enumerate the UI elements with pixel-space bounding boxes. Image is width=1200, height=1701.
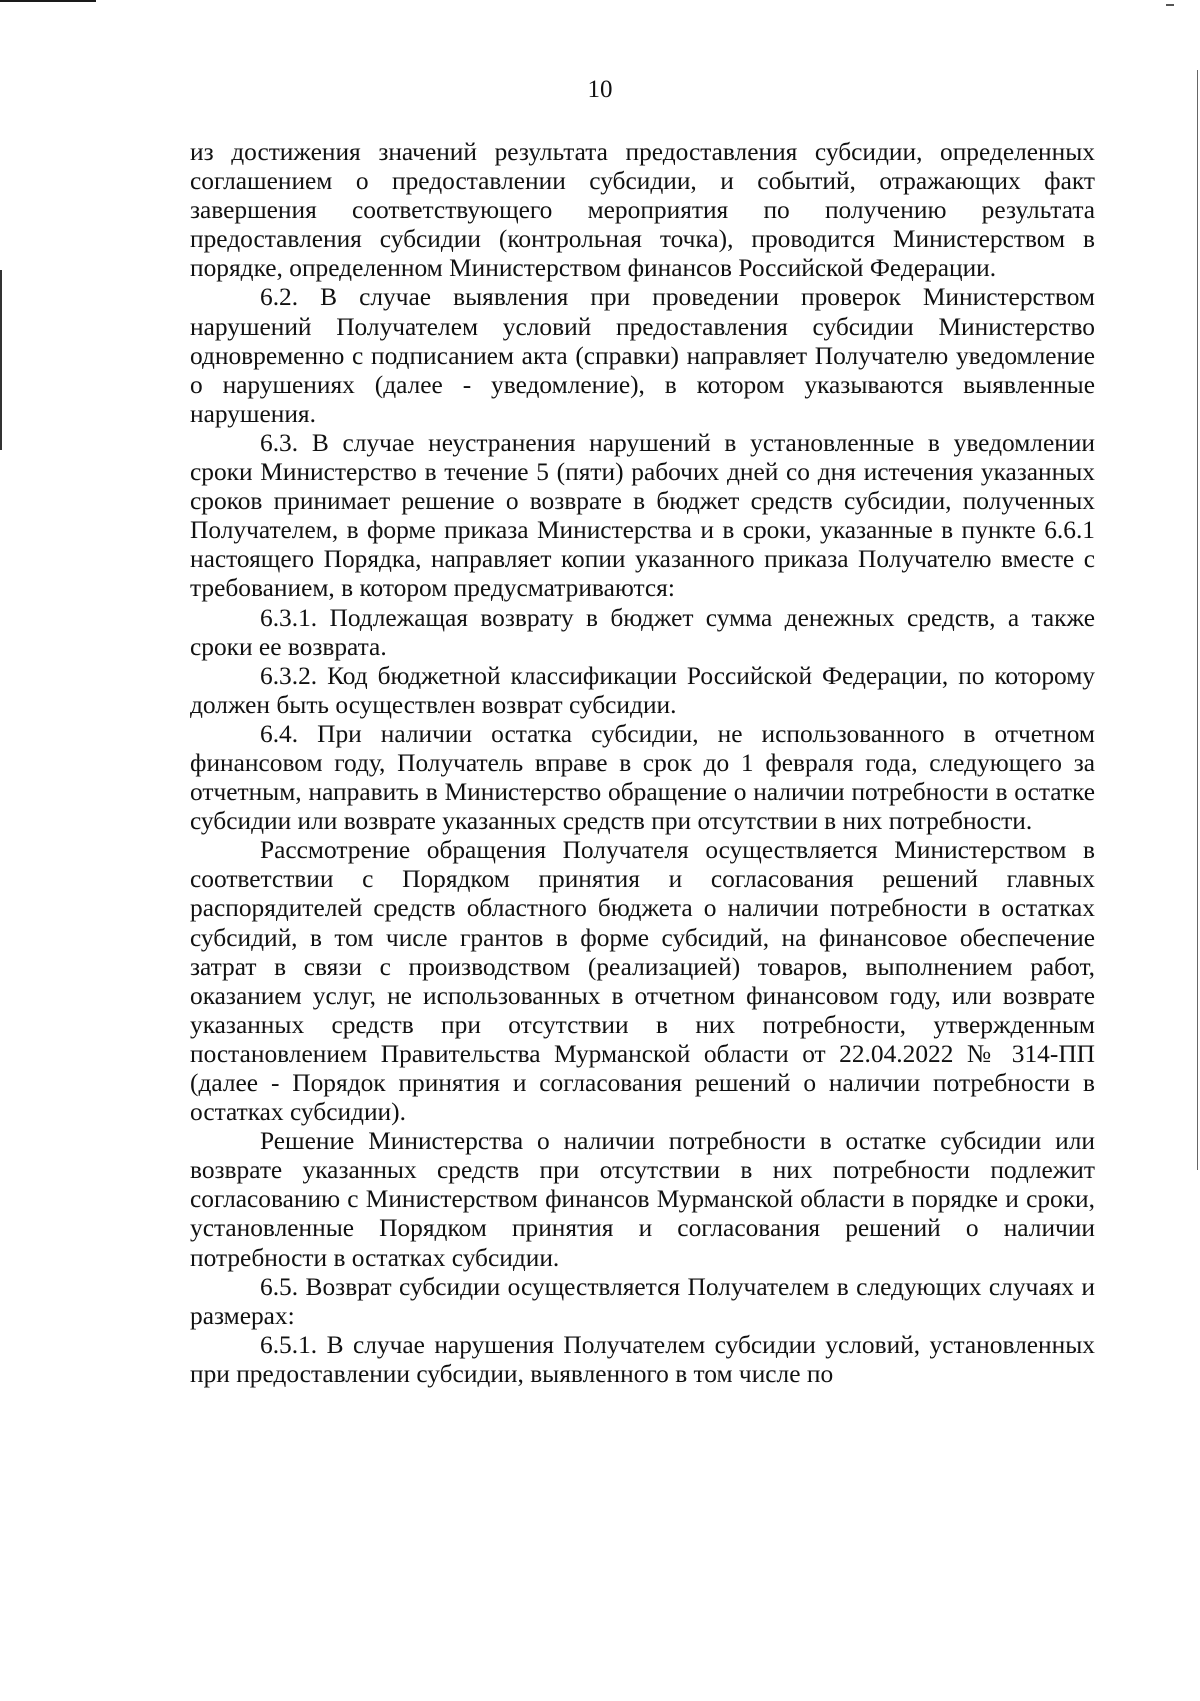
paragraph-continuation: из достижения значений результата предоставления субсидии, определенных соглашением о предоставлении субсидии, и событий, отражающих факт завершения соответствующего мероприятия по получению результата предоставления субсидии (контрольная точка), проводится Министерством в порядке, определенном Министерством финансов Российской Федерации.: [190, 138, 1095, 283]
paragraph-6-5-1: 6.5.1. В случае нарушения Получателем субсидии условий, установленных при предоставлении субсидии, выявленного в том числе по: [190, 1330, 1095, 1388]
page-number: 10: [587, 76, 613, 103]
document-body: [190, 138, 1095, 1389]
left-scan-edge: [0, 270, 2, 450]
paragraph-decision: Решение Министерства о наличии потребности в остатке субсидии или возврате указанных средств при отсутствии в них потребности подлежит согласованию с Министерством финансов Мурманской области в порядке и сроки, установленные Порядком принятия и согласования решений о наличии потребности в остатках субсидии.: [190, 1127, 1095, 1272]
top-scan-rule: [0, 0, 96, 2]
paragraph-6-2: 6.2. В случае выявления при проведении проверок Министерством нарушений Получателем условий предоставления субсидии Министерство одновременно с подписанием акта (справки) направляет Получателю уведомление о нарушениях (далее - уведомление), в котором указываются выявленные нарушения.: [190, 283, 1095, 428]
corner-scan-mark: [1166, 4, 1174, 6]
paragraph-6-3: 6.3. В случае неустранения нарушений в установленные в уведомлении сроки Министерство в течение 5 (пяти) рабочих дней со дня истечения указанных сроков принимает решение о возврате в бюджет средств субсидии, полученных Получателем, в форме приказа Министерства и в сроки, указанные в пункте 6.6.1 настоящего Порядка, направляет копии указанного приказа Получателю вместе с требованием, в котором предусматриваются:: [190, 428, 1095, 603]
paragraph-6-4: 6.4. При наличии остатка субсидии, не использованного в отчетном финансовом году, Получатель вправе в срок до 1 февраля года, следующего за отчетным, направить в Министерство обращение о наличии потребности в остатке субсидии или возврате указанных средств при отсутствии в них потребности.: [190, 719, 1095, 836]
paragraph-review: Рассмотрение обращения Получателя осуществляется Министерством в соответствии с Порядком принятия и согласования решений главных распорядителей средств областного бюджета о наличии потребности в остатках субсидий, в том числе грантов в форме субсидий, на финансовое обеспечение затрат в связи с производством (реализацией) товаров, выполнением работ, оказанием услуг, не использованных в отчетном финансовом году, или возврате указанных средств при отсутствии в них потребности, утвержденным постановлением Правительства Мурманской области от 22.04.2022 № 314-ПП (далее - Порядок принятия и согласования решений о наличии потребности в остатках субсидии).: [190, 836, 1095, 1127]
paragraph-6-3-2: 6.3.2. Код бюджетной классификации Российской Федерации, по которому должен быть осуществлен возврат субсидии.: [190, 661, 1095, 719]
right-scan-edge: [1197, 70, 1198, 1170]
paragraph-6-3-1: 6.3.1. Подлежащая возврату в бюджет сумма денежных средств, а также сроки ее возврата.: [190, 603, 1095, 661]
paragraph-6-5: 6.5. Возврат субсидии осуществляется Получателем в следующих случаях и размерах:: [190, 1272, 1095, 1330]
